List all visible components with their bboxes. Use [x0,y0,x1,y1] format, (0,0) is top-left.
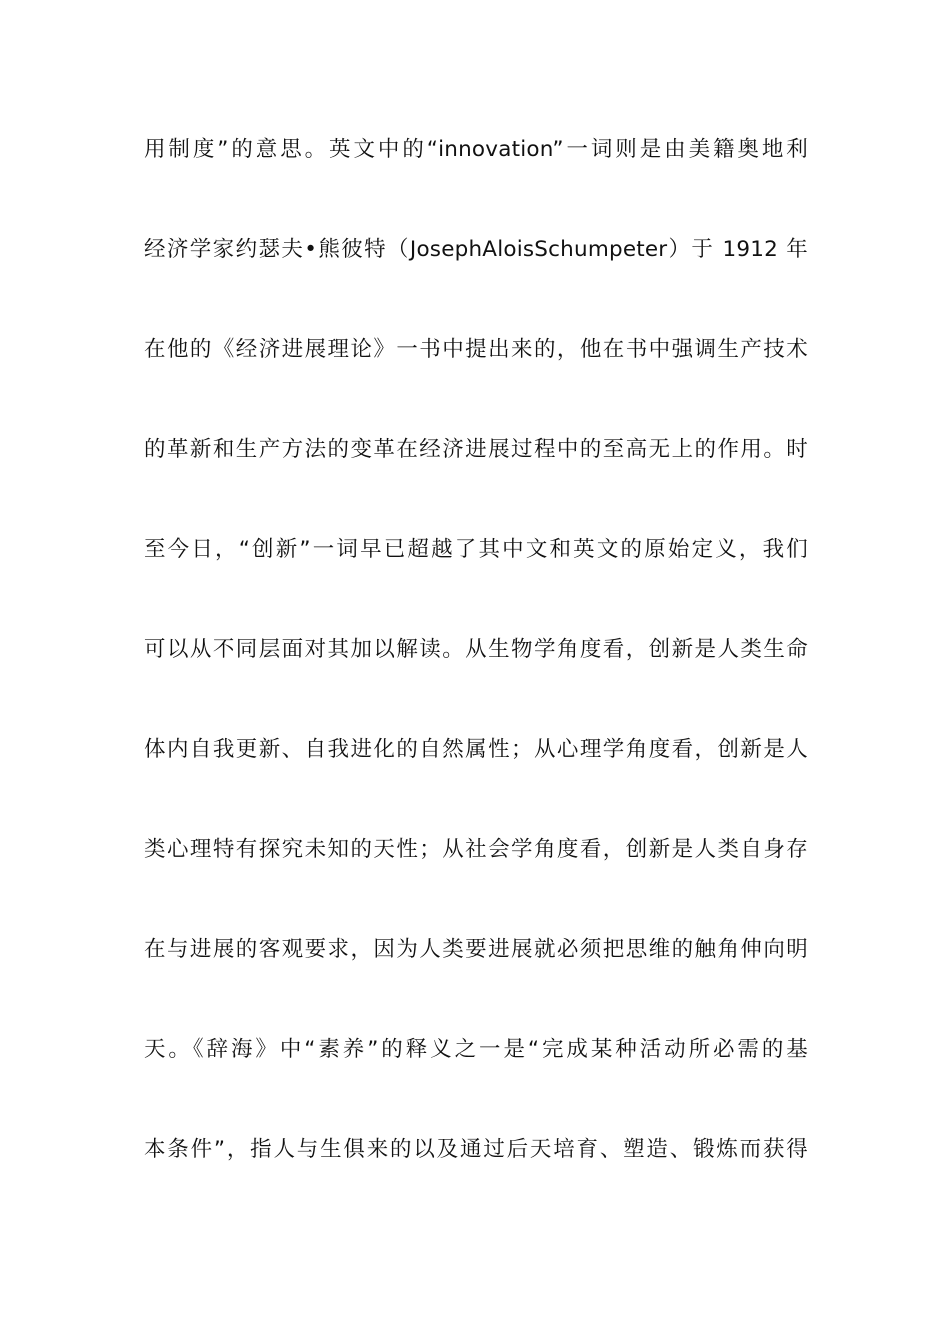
body-text [144,128,808,1228]
text-line-5: 至今日，“创新”一词早已超越了其中文和英文的原始定义，我们 [144,537,808,562]
text-line-10: 天。《辞海》中“素养”的释义之一是“完成某种活动所必需的基 [144,1037,808,1062]
text-line-3: 在他的《经济进展理论》一书中提出来的，他在书中强调生产技术 [144,337,808,362]
text-line-8: 类心理特有探究未知的天性；从社会学角度看，创新是人类自身存 [144,837,808,862]
text-line-1: 用制度”的意思。英文中的“innovation”一词则是由美籍奥地利 [144,137,808,162]
text-line-6: 可以从不同层面对其加以解读。从生物学角度看，创新是人类生命 [144,637,808,662]
text-line-4: 的革新和生产方法的变革在经济进展过程中的至高无上的作用。时 [144,437,808,462]
text-line-2: 经济学家约瑟夫•熊彼特（JosephAloisSchumpeter）于 1912 年 [144,237,808,262]
text-line-9: 在与进展的客观要求，因为人类要进展就必须把思维的触角伸向明 [144,937,808,962]
text-line-11: 本条件”，指人与生俱来的以及通过后天培育、塑造、锻炼而获得 [144,1137,808,1162]
text-line-7: 体内自我更新、自我进化的自然属性；从心理学角度看，创新是人 [144,737,808,762]
